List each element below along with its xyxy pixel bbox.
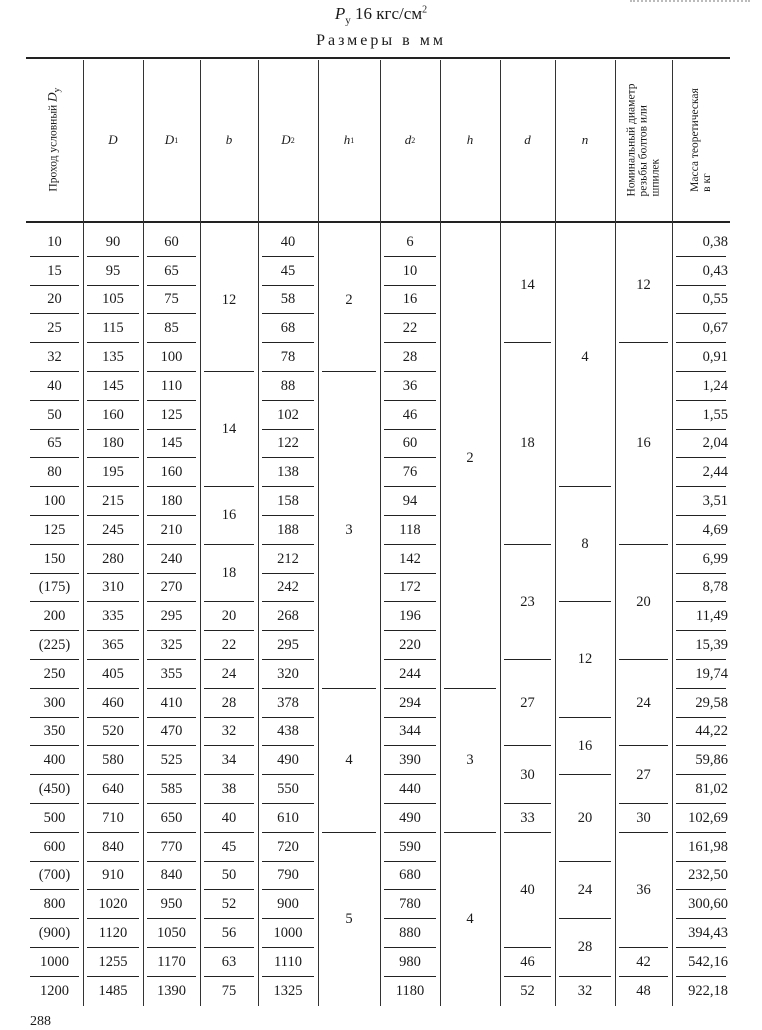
- cell-d: 90: [83, 228, 143, 257]
- merged-cell-bolt: 27: [615, 746, 672, 804]
- merged-cell-h1: 4: [318, 689, 380, 833]
- cell-d1: 110: [143, 372, 200, 401]
- cell-d2: 118: [380, 516, 440, 545]
- cell-d1: 770: [143, 833, 200, 862]
- merged-cell-bolt: 42: [615, 948, 672, 977]
- cell-d2: 16: [380, 286, 440, 315]
- header-symbol: h: [343, 132, 351, 147]
- merged-cell-b: 12: [200, 228, 258, 372]
- cell-dy: 300: [26, 689, 83, 718]
- cell-d1: 125: [143, 401, 200, 430]
- column-header-mass: [672, 60, 730, 220]
- column-header-bolt: [615, 60, 672, 220]
- cell-mass: 2,44: [672, 458, 730, 487]
- cell-mass: 81,02: [672, 775, 730, 804]
- cell-mass: 59,86: [672, 746, 730, 775]
- header-bottom-rule: [26, 221, 730, 223]
- cell-d: 180: [83, 430, 143, 459]
- merged-cell-b: 38: [200, 775, 258, 804]
- cell-d: 910: [83, 862, 143, 891]
- column-header-h1: [318, 60, 380, 220]
- header-subscript: 2: [290, 135, 295, 145]
- merged-cell-h1: 3: [318, 372, 380, 689]
- cell-d2: 46: [380, 401, 440, 430]
- cell-dy: 100: [26, 487, 83, 516]
- cell-mass: 3,51: [672, 487, 730, 516]
- title-subscript: у: [345, 14, 351, 27]
- cell-d2: 10: [380, 257, 440, 286]
- header-symbol: D: [43, 92, 59, 103]
- cell-d2: 980: [380, 948, 440, 977]
- cell-d1: 1170: [143, 948, 200, 977]
- cell-d: 215: [83, 487, 143, 516]
- cell-d: 1255: [83, 948, 143, 977]
- cell-d: 280: [83, 545, 143, 574]
- cell-d2: 295: [258, 631, 318, 660]
- title-sup: 2: [422, 4, 428, 16]
- cell-d1: 295: [143, 602, 200, 631]
- cell-d: 365: [83, 631, 143, 660]
- cell-d: 95: [83, 257, 143, 286]
- merged-cell-d: 52: [520, 982, 535, 999]
- merged-cell-b: 32: [200, 718, 258, 747]
- merged-cell-b: 14: [200, 372, 258, 487]
- cell-d2: 344: [380, 718, 440, 747]
- cell-d1: 75: [143, 286, 200, 315]
- header-symbol: b: [225, 132, 233, 147]
- cell-d2: 390: [380, 746, 440, 775]
- cell-d2: 58: [258, 286, 318, 315]
- merged-cell-b: 56: [200, 919, 258, 948]
- merged-cell-b: 52: [200, 890, 258, 919]
- cell-d1: 840: [143, 862, 200, 891]
- cell-mass: 1,24: [672, 372, 730, 401]
- cell-dy: 400: [26, 746, 83, 775]
- cell-mass: 29,58: [672, 689, 730, 718]
- cell-d2: 188: [258, 516, 318, 545]
- merged-cell-n: 24: [555, 862, 615, 920]
- cell-dy: (450): [26, 775, 83, 804]
- cell-d: 160: [83, 401, 143, 430]
- cell-d2: 60: [380, 430, 440, 459]
- cell-d: 245: [83, 516, 143, 545]
- cell-dy: 10: [26, 228, 83, 257]
- cell-dy: 125: [26, 516, 83, 545]
- cell-mass: 6,99: [672, 545, 730, 574]
- merged-cell-d: 14: [500, 228, 555, 343]
- merged-cell-b: 45: [200, 833, 258, 862]
- merged-cell-d: 18: [500, 343, 555, 545]
- cell-d1: 355: [143, 660, 200, 689]
- merged-cell-d: 30: [500, 746, 555, 804]
- cell-d2: 172: [380, 574, 440, 603]
- cell-d2: 22: [380, 314, 440, 343]
- cell-dy: (700): [26, 862, 83, 891]
- merged-cell-b: 24: [200, 660, 258, 689]
- merged-cell-n: 32: [577, 982, 593, 999]
- cell-d: 310: [83, 574, 143, 603]
- cell-dy: 500: [26, 804, 83, 833]
- merged-cell-d: 33: [500, 804, 555, 833]
- title-symbol: P: [334, 4, 346, 23]
- cell-d: 460: [83, 689, 143, 718]
- cell-mass: 922,18: [688, 982, 728, 999]
- merged-cell-n: 20: [555, 775, 615, 861]
- merged-cell-h: 2: [440, 228, 500, 689]
- cell-dy: 150: [26, 545, 83, 574]
- cell-d2: 142: [380, 545, 440, 574]
- cell-d2: 158: [258, 487, 318, 516]
- merged-cell-bolt: 12: [615, 228, 672, 343]
- cell-d1: 100: [143, 343, 200, 372]
- cell-d2: 45: [258, 257, 318, 286]
- merged-cell-d: 46: [500, 948, 555, 977]
- cell-mass: 102,69: [672, 804, 730, 833]
- cell-d2: 40: [258, 228, 318, 257]
- cell-d: 115: [83, 314, 143, 343]
- merged-cell-n: 4: [555, 228, 615, 487]
- cell-d1: 160: [143, 458, 200, 487]
- cell-dy: 80: [26, 458, 83, 487]
- cell-d1: 145: [143, 430, 200, 459]
- cell-d1: 470: [143, 718, 200, 747]
- cell-dy: 15: [26, 257, 83, 286]
- cell-d1: 270: [143, 574, 200, 603]
- cell-d2: 268: [258, 602, 318, 631]
- cell-d2: 610: [258, 804, 318, 833]
- cell-dy: 32: [26, 343, 83, 372]
- cell-d: 1020: [83, 890, 143, 919]
- cell-mass: 0,43: [672, 257, 730, 286]
- cell-d: 640: [83, 775, 143, 804]
- header-symbol: D: [281, 132, 291, 147]
- cell-dy: (225): [26, 631, 83, 660]
- cell-d1: 85: [143, 314, 200, 343]
- merged-cell-h1: 2: [318, 228, 380, 372]
- cell-d1: 180: [143, 487, 200, 516]
- cell-dy: 25: [26, 314, 83, 343]
- cell-d2: 78: [258, 343, 318, 372]
- cell-d: 1120: [83, 919, 143, 948]
- header-line: в кг: [701, 173, 714, 192]
- cell-dy: 1000: [26, 948, 83, 977]
- cell-d2: 790: [258, 862, 318, 891]
- cell-mass: 2,04: [672, 430, 730, 459]
- cell-d2: 780: [380, 890, 440, 919]
- merged-cell-d: 40: [500, 833, 555, 948]
- cell-dy: 65: [26, 430, 83, 459]
- cell-d2: 1325: [273, 982, 303, 999]
- cell-d1: 525: [143, 746, 200, 775]
- merged-cell-b: 18: [200, 545, 258, 603]
- cell-d2: 720: [258, 833, 318, 862]
- header-line: Номинальный диаметр: [625, 83, 638, 197]
- column-header-d1: [143, 60, 200, 220]
- table-top-rule: [26, 57, 730, 59]
- title-value: 16 кгс/см: [355, 4, 423, 23]
- merged-cell-n: 12: [555, 602, 615, 717]
- cell-d: 145: [83, 372, 143, 401]
- page-number: 288: [30, 1014, 51, 1029]
- cell-mass: 11,49: [672, 602, 730, 631]
- cell-d1: 65: [143, 257, 200, 286]
- cell-d2: 94: [380, 487, 440, 516]
- header-symbol: D: [108, 132, 118, 147]
- merged-cell-bolt: 48: [636, 982, 651, 999]
- cell-d2: 1180: [395, 982, 425, 999]
- cell-d2: 1110: [258, 948, 318, 977]
- merged-cell-bolt: 24: [615, 660, 672, 746]
- merged-cell-b: 28: [200, 689, 258, 718]
- cell-d: 1485: [98, 982, 128, 999]
- cell-dy: 20: [26, 286, 83, 315]
- merged-cell-b: 16: [200, 487, 258, 545]
- header-subscript: 1: [350, 135, 355, 145]
- header-subscript: 2: [411, 135, 416, 145]
- cell-dy: 50: [26, 401, 83, 430]
- header-line: Масса теоретическая: [689, 88, 702, 192]
- merged-cell-bolt: 16: [615, 343, 672, 545]
- cell-d2: 490: [380, 804, 440, 833]
- merged-cell-bolt: 36: [615, 833, 672, 948]
- cell-d: 710: [83, 804, 143, 833]
- merged-cell-b: 40: [200, 804, 258, 833]
- units-subtitle: Размеры в мм: [316, 32, 446, 49]
- merged-cell-h: 4: [466, 910, 474, 927]
- cell-dy: (900): [26, 919, 83, 948]
- column-header-dy: [26, 60, 83, 220]
- header-symbol: d: [524, 132, 531, 147]
- merged-cell-n: 28: [555, 919, 615, 977]
- column-header-d2: [258, 60, 318, 220]
- cell-d2: 244: [380, 660, 440, 689]
- cell-d1: 210: [143, 516, 200, 545]
- cell-d2: 1000: [258, 919, 318, 948]
- cell-mass: 161,98: [672, 833, 730, 862]
- cell-d2: 320: [258, 660, 318, 689]
- cell-d2: 440: [380, 775, 440, 804]
- cell-mass: 0,38: [672, 228, 730, 257]
- cell-d2: 220: [380, 631, 440, 660]
- cell-mass: 300,60: [672, 890, 730, 919]
- merged-cell-b: 75: [221, 982, 237, 999]
- merged-cell-d: 27: [500, 660, 555, 746]
- header-symbol: d: [404, 132, 412, 147]
- cell-mass: 44,22: [672, 718, 730, 747]
- cell-dy: 800: [26, 890, 83, 919]
- cell-d2: 378: [258, 689, 318, 718]
- cell-d: 335: [83, 602, 143, 631]
- merged-cell-b: 20: [200, 602, 258, 631]
- cell-d2: 102: [258, 401, 318, 430]
- cell-d1: 325: [143, 631, 200, 660]
- cell-d2: 550: [258, 775, 318, 804]
- cell-d1: 1050: [143, 919, 200, 948]
- cell-mass: 8,78: [672, 574, 730, 603]
- cell-d2: 880: [380, 919, 440, 948]
- cell-d: 580: [83, 746, 143, 775]
- cell-d1: 950: [143, 890, 200, 919]
- cell-d: 135: [83, 343, 143, 372]
- table-title: [0, 4, 762, 26]
- merged-cell-b: 50: [200, 862, 258, 891]
- cell-dy: (175): [26, 574, 83, 603]
- cell-d2: 490: [258, 746, 318, 775]
- column-header-h: [440, 60, 500, 220]
- header-symbol: n: [581, 132, 589, 147]
- cell-d2: 68: [258, 314, 318, 343]
- cell-d2: 590: [380, 833, 440, 862]
- column-header-d: [83, 60, 143, 220]
- merged-cell-n: 16: [555, 718, 615, 776]
- cell-d2: 196: [380, 602, 440, 631]
- column-header-d: [500, 60, 555, 220]
- cell-mass: 0,55: [672, 286, 730, 315]
- cell-d1: 410: [143, 689, 200, 718]
- merged-cell-bolt: 30: [615, 804, 672, 833]
- cell-d: 840: [83, 833, 143, 862]
- cell-d1: 585: [143, 775, 200, 804]
- cell-dy: 250: [26, 660, 83, 689]
- cell-d: 520: [83, 718, 143, 747]
- cell-mass: 15,39: [672, 631, 730, 660]
- merged-cell-h1: 5: [345, 910, 353, 927]
- cell-d2: 88: [258, 372, 318, 401]
- cell-mass: 542,16: [672, 948, 730, 977]
- header-symbol: D: [164, 132, 175, 147]
- cell-d: 105: [83, 286, 143, 315]
- header-subscript: 1: [174, 135, 179, 145]
- cell-d: 405: [83, 660, 143, 689]
- cell-d2: 438: [258, 718, 318, 747]
- cell-dy: 1200: [40, 982, 69, 999]
- cell-d1: 1390: [157, 982, 186, 999]
- cell-dy: 40: [26, 372, 83, 401]
- cell-d2: 294: [380, 689, 440, 718]
- cell-d2: 122: [258, 430, 318, 459]
- cell-d2: 76: [380, 458, 440, 487]
- cell-mass: 19,74: [672, 660, 730, 689]
- column-header-n: [555, 60, 615, 220]
- cell-mass: 394,43: [672, 919, 730, 948]
- cell-d1: 240: [143, 545, 200, 574]
- cell-mass: 1,55: [672, 401, 730, 430]
- merged-cell-b: 22: [200, 631, 258, 660]
- cell-dy: 200: [26, 602, 83, 631]
- cell-d2: 28: [380, 343, 440, 372]
- header-line: шпилек: [649, 158, 662, 197]
- cell-d2: 212: [258, 545, 318, 574]
- cell-d2: 900: [258, 890, 318, 919]
- merged-cell-b: 63: [200, 948, 258, 977]
- cell-d1: 650: [143, 804, 200, 833]
- cell-d2: 138: [258, 458, 318, 487]
- cell-mass: 232,50: [672, 862, 730, 891]
- cell-d2: 36: [380, 372, 440, 401]
- cell-d1: 60: [143, 228, 200, 257]
- merged-cell-b: 34: [200, 746, 258, 775]
- merged-cell-n: 8: [555, 487, 615, 602]
- header-subscript: у: [51, 88, 63, 93]
- cell-d2: 242: [258, 574, 318, 603]
- header-text: Проход условный: [46, 102, 59, 192]
- merged-cell-d: 23: [500, 545, 555, 660]
- header-symbol: h: [466, 132, 474, 147]
- cell-d2: 680: [380, 862, 440, 891]
- cell-mass: 0,91: [672, 343, 730, 372]
- header-line: резьбы болтов или: [637, 105, 650, 197]
- cell-dy: 350: [26, 718, 83, 747]
- cell-mass: 4,69: [672, 516, 730, 545]
- column-header-b: [200, 60, 258, 220]
- merged-cell-bolt: 20: [615, 545, 672, 660]
- merged-cell-h: 3: [440, 689, 500, 833]
- cell-dy: 600: [26, 833, 83, 862]
- cell-d2: 6: [380, 228, 440, 257]
- cell-d: 195: [83, 458, 143, 487]
- column-header-d2: [380, 60, 440, 220]
- cell-mass: 0,67: [672, 314, 730, 343]
